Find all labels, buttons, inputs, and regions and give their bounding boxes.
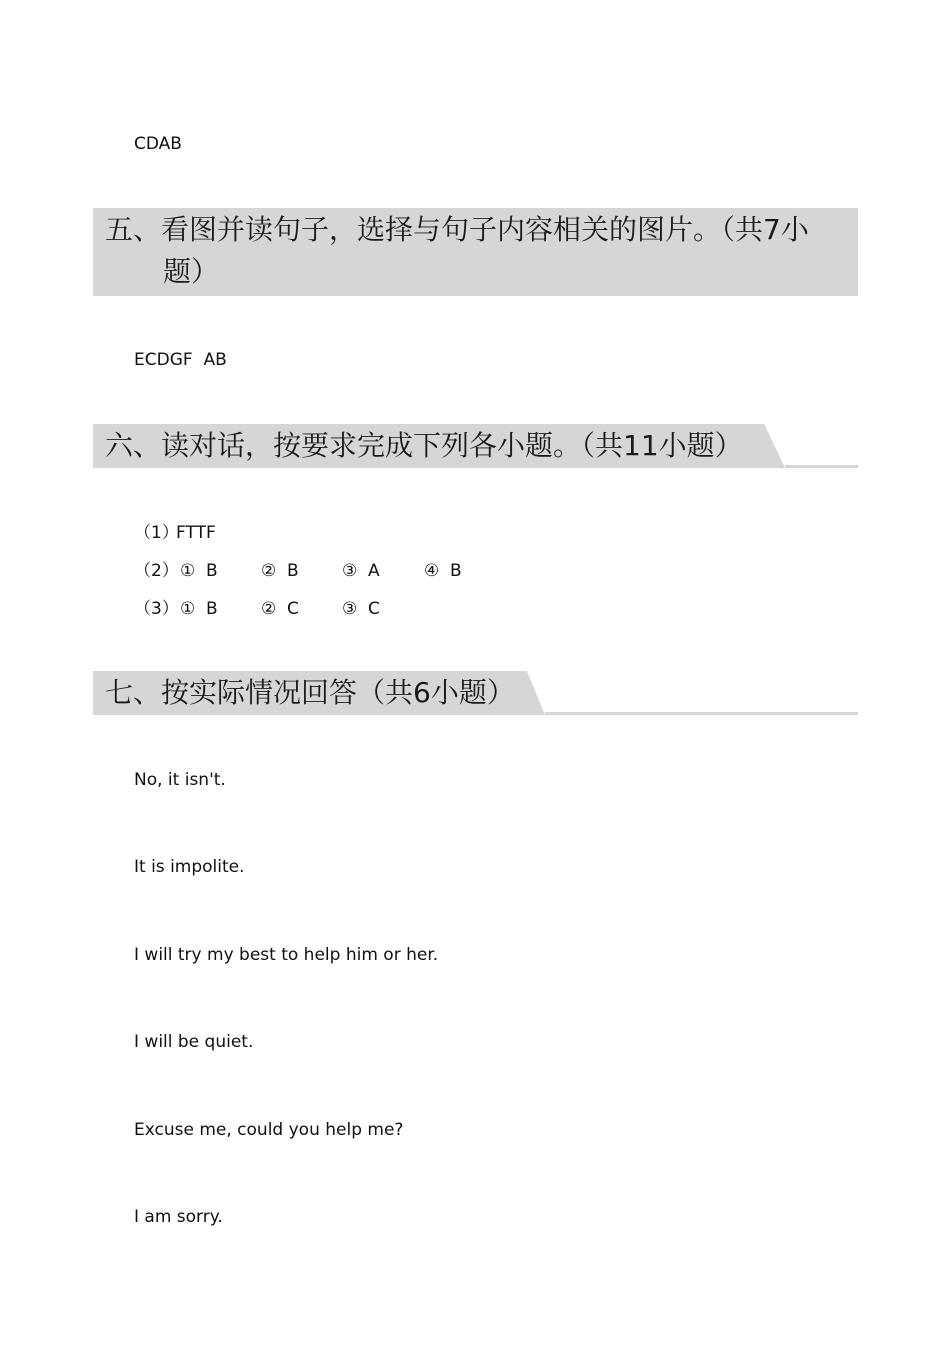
q2-label: （2） [134,561,179,581]
section5-answer: ECDGF AB [134,350,227,370]
q3-item: ③ C [342,599,380,619]
q2-item: ③ A [342,561,380,581]
q2-item: ② B [261,561,299,581]
section7-header-rule [545,712,858,715]
q3-label: （3） [134,599,179,619]
section4-answer: CDAB [134,134,182,154]
q3-item: ① B [180,599,218,619]
section5-title-line2: 题） [163,255,220,288]
section7-answer: No, it isn't. [134,770,226,790]
section7-header [93,671,858,717]
section7-answer: I will be quiet. [134,1032,254,1052]
section6-header-rule [785,465,858,468]
section7-title: 七、按实际情况回答（共6小题） [105,676,515,709]
q1-label: （1） [134,523,179,543]
q2-item: ① B [180,561,218,581]
section6-header [93,424,858,470]
section7-answer: I am sorry. [134,1207,223,1227]
q3-item: ② C [261,599,299,619]
section7-answer: It is impolite. [134,857,245,877]
section7-answer: Excuse me, could you help me? [134,1120,404,1140]
section6-title: 六、读对话，按要求完成下列各小题。（共11小题） [105,429,743,462]
section5-title-line1: 五、看图并读句子，选择与句子内容相关的图片。（共7小 [105,213,809,246]
section7-answer: I will try my best to help him or her. [134,945,439,965]
section5-header [93,208,858,298]
q1-value: FTTF [176,523,216,543]
q2-item: ④ B [424,561,462,581]
